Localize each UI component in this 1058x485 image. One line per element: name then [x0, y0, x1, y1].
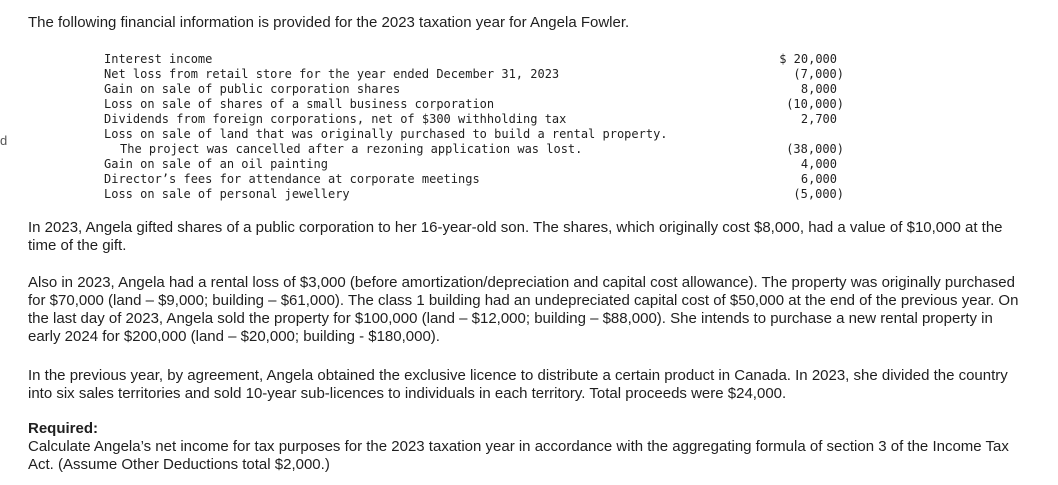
ledger-description: Gain on sale of an oil painting	[104, 157, 328, 171]
ledger-amount: (5,000)	[793, 187, 844, 201]
ledger-description: Dividends from foreign corporations, net of $300 withholding tax	[104, 112, 567, 126]
ledger-description: Director’s fees for attendance at corporate meetings	[104, 172, 480, 186]
ledger-row	[104, 187, 844, 202]
gift-paragraph: In 2023, Angela gifted shares of a public corporation to her 16-year-old son. The shares, which originally cost $8,000, had a value of $10,000 at the time of the gift.	[28, 219, 1003, 254]
ledger-description: The project was cancelled after a rezoning application was lost.	[120, 142, 583, 156]
ledger-row	[104, 127, 844, 142]
required-heading: Required:	[28, 420, 99, 437]
ledger-amount: 2,700	[800, 112, 837, 126]
ledger-amount: (10,000)	[786, 97, 844, 111]
ledger-description: Loss on sale of personal jewellery	[104, 187, 350, 201]
required-text: Calculate Angela’s net income for tax purposes for the 2023 taxation year in accordance with the aggregating formula of section 3 of the Income Tax Act. (Assume Other Deductions total $2,000.)	[28, 438, 1009, 473]
ledger-row	[104, 67, 844, 82]
ledger-row	[104, 142, 844, 157]
ledger-row	[104, 157, 844, 172]
ledger-description: Gain on sale of public corporation shares	[104, 82, 401, 96]
cropped-text-fragment: d	[0, 133, 8, 148]
ledger-description: Net loss from retail store for the year ended December 31, 2023	[104, 67, 560, 81]
ledger-amount: $ 20,000	[779, 52, 837, 66]
ledger-row	[104, 82, 844, 97]
ledger-description: Loss on sale of shares of a small business corporation	[104, 97, 495, 111]
ledger-row	[104, 112, 844, 127]
ledger-amount: (7,000)	[793, 67, 844, 81]
financial-information-table	[104, 52, 844, 202]
ledger-amount: 6,000	[800, 172, 837, 186]
ledger-row	[104, 52, 844, 67]
ledger-amount: 4,000	[800, 157, 837, 171]
ledger-description: Interest income	[104, 52, 213, 66]
intro-text: The following financial information is provided for the 2023 taxation year for Angela Fowler.	[28, 14, 630, 31]
ledger-amount: 8,000	[800, 82, 837, 96]
ledger-description: Loss on sale of land that was originally purchased to build a rental property.	[104, 127, 668, 141]
licence-paragraph: In the previous year, by agreement, Angela obtained the exclusive licence to distribute a certain product in Canada. In 2023, she divided the country into six sales territories and sold 10-year sub-licences to individuals in each territory. Total proceeds were $24,000.	[28, 367, 1008, 402]
rental-property-paragraph: Also in 2023, Angela had a rental loss of $3,000 (before amortization/depreciation and capital cost allowance). The property was originally purchased for $70,000 (land – $9,000; building – $61,000). The class 1 building had an undepreciated capital cost of $50,000 at the end of the previous year. On the last day of 2023, Angela sold the property for $100,000 (land – $12,000; building – $88,000). She intends to purchase a new rental property in early 2024 for $200,000 (land – $20,000; building - $180,000).	[28, 274, 1019, 345]
ledger-amount: (38,000)	[786, 142, 844, 156]
ledger-row	[104, 172, 844, 187]
ledger-row	[104, 97, 844, 112]
